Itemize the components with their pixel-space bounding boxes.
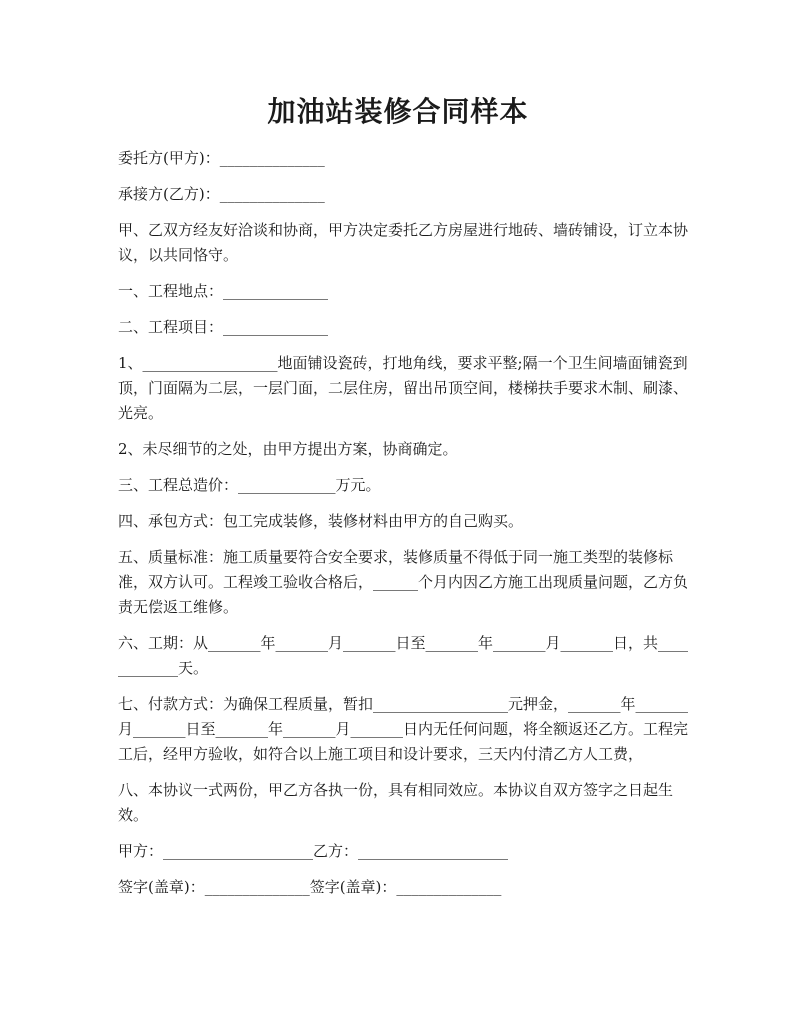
- document-body: [118, 146, 688, 911]
- document-title: 加油站装修合同样本: [267, 95, 529, 128]
- paragraph-item-2: 2、未尽细节的之处，由甲方提出方案，协商确定。: [118, 440, 458, 458]
- paragraph-contractor: 承接方(乙方)：______________: [118, 185, 325, 203]
- paragraph-intro: 甲、乙双方经友好洽谈和协商，甲方决定委托乙方房屋进行地砖、墙砖铺设，订立本协议，以共同恪守。: [118, 221, 689, 264]
- paragraph-payment: 七、付款方式：为确保工程质量，暂扣__________________元押金，_______年_______月_______日至_______年_______月_______日内无任何问题，将全额返还乙方。工程完工后，经甲方验收，如符合以上施工项目和设计要求，三天内付清乙方人工费，: [118, 695, 689, 763]
- paragraph-signatures: 签字(盖章)：______________签字(盖章)：______________: [118, 878, 502, 896]
- paragraph-client: 委托方(甲方)：______________: [118, 149, 325, 167]
- paragraph-schedule: 六、工期：从_______年_______月_______日至_______年_______月_______日，共____________天。: [118, 634, 689, 677]
- paragraph-item-1: 1、__________________地面铺设瓷砖，打地角线，要求平整;隔一个卫生间墙面铺瓷到顶，门面隔为二层，一层门面，二层住房，留出吊顶空间，楼梯扶手要求木制、刷漆、光亮。: [118, 354, 689, 422]
- paragraph-parties: 甲方：____________________乙方：____________________: [118, 842, 509, 860]
- paragraph-total-cost: 三、工程总造价：_____________万元。: [118, 476, 381, 494]
- paragraph-project: 二、工程项目：______________: [118, 318, 329, 336]
- paragraph-contract-mode: 四、承包方式：包工完成装修，装修材料由甲方的自己购买。: [118, 512, 524, 530]
- paragraph-quality-standard: 五、质量标准：施工质量要符合安全要求，装修质量不得低于同一施工类型的装修标准，双方认可。工程竣工验收合格后，______个月内因乙方施工出现质量问题，乙方负责无偿返工维修。: [118, 548, 689, 616]
- paragraph-copies: 八、本协议一式两份，甲乙方各执一份，具有相同效应。本协议自双方签字之日起生效。: [118, 781, 674, 824]
- paragraph-location: 一、工程地点：______________: [118, 282, 329, 300]
